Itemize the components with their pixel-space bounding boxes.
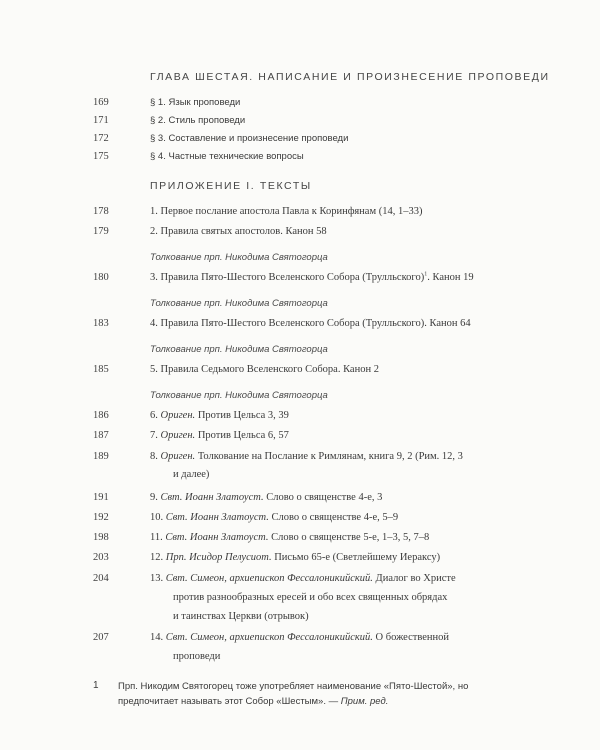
page-number: 180 bbox=[93, 272, 109, 283]
commentary-note: Толкование прп. Никодима Святогорца bbox=[150, 252, 328, 263]
footnote-editor-note: Прим. ред. bbox=[340, 696, 389, 707]
entry-number: 12. bbox=[150, 552, 166, 563]
entry-title: 1. Первое послание апостола Павла к Коринфянам (14, 1–33) bbox=[150, 206, 423, 217]
footnote-body: Прп. Никодим Святогорец тоже употребляет наименование «Пято-Шестой», но предпочитает называть этот Собор «Шестым». — bbox=[118, 681, 469, 707]
page-number: 192 bbox=[93, 512, 109, 523]
entry-author: Свт. Симеон, архиепископ Фессалоникийский. bbox=[165, 632, 373, 643]
entry-title-text: Против Цельса 6, 57 bbox=[195, 430, 289, 441]
entry-title: § 4. Частные технические вопросы bbox=[150, 151, 304, 162]
page-number: 172 bbox=[93, 133, 109, 144]
page-number: 207 bbox=[93, 632, 109, 643]
commentary-note: Толкование прп. Никодима Святогорца bbox=[150, 390, 328, 401]
entry-title-text: Письмо 65-е (Светлейшему Иераксу) bbox=[271, 552, 441, 563]
page-number: 179 bbox=[93, 226, 109, 237]
entry-author: Ориген. bbox=[160, 410, 196, 421]
entry-title-text: Слово о священстве 4-е, 5–9 bbox=[268, 512, 399, 523]
page-number: 169 bbox=[93, 97, 109, 108]
entry-author: Прп. Исидор Пелусиот. bbox=[165, 552, 272, 563]
footnote-ref[interactable]: 1 bbox=[424, 271, 428, 278]
page-number: 183 bbox=[93, 318, 109, 329]
entry-title-text: Диалог во Христе bbox=[372, 573, 456, 584]
entry-title: § 2. Стиль проповеди bbox=[150, 115, 246, 126]
entry-title bbox=[150, 573, 456, 584]
chapter-heading: ГЛАВА ШЕСТАЯ. НАПИСАНИЕ И ПРОИЗНЕСЕНИЕ ПРОПОВЕДИ bbox=[150, 71, 550, 83]
entry-title: § 1. Язык проповеди bbox=[150, 97, 241, 108]
entry-title bbox=[150, 552, 440, 563]
entry-title-text: Слово о священстве 5-е, 1–3, 5, 7–8 bbox=[268, 532, 430, 543]
entry-continuation: против разнообразных ересей и обо всех священных обрядах bbox=[173, 592, 448, 603]
entry-title bbox=[150, 492, 382, 503]
page-number: 185 bbox=[93, 364, 109, 375]
entry-number: 7. bbox=[150, 430, 161, 441]
appendix-heading: ПРИЛОЖЕНИЕ I. ТЕКСТЫ bbox=[150, 180, 312, 192]
entry-title: 4. Правила Пято-Шестого Вселенского Собора (Трулльского). Канон 64 bbox=[150, 318, 471, 329]
commentary-note: Толкование прп. Никодима Святогорца bbox=[150, 344, 328, 355]
entry-title bbox=[150, 512, 398, 523]
entry-number: 13. bbox=[150, 573, 166, 584]
entry-title-text: 3. Правила Пято-Шестого Вселенского Собора (Трулльского) bbox=[150, 272, 425, 283]
entry-title-text: Толкование на Послание к Римлянам, книга 9, 2 (Рим. 12, 3 bbox=[195, 451, 463, 462]
page-number: 175 bbox=[93, 151, 109, 162]
footnote-number: 1 bbox=[93, 680, 99, 691]
entry-title bbox=[150, 532, 429, 543]
entry-title: § 3. Составление и произнесение проповеди bbox=[150, 133, 349, 144]
entry-title bbox=[150, 410, 289, 421]
entry-title bbox=[150, 632, 449, 643]
entry-number: 10. bbox=[150, 512, 166, 523]
entry-title bbox=[150, 451, 463, 462]
entry-title-text: О божественной bbox=[372, 632, 450, 643]
entry-title-text: Против Цельса 3, 39 bbox=[195, 410, 289, 421]
entry-author: Ориген. bbox=[160, 451, 196, 462]
entry-author: Свт. Иоанн Златоуст. bbox=[160, 492, 264, 503]
entry-continuation: и далее) bbox=[173, 469, 210, 480]
entry-title bbox=[150, 272, 474, 283]
entry-number: 6. bbox=[150, 410, 161, 421]
entry-author: Свт. Иоанн Златоуст. bbox=[165, 512, 269, 523]
page-number: 198 bbox=[93, 532, 109, 543]
entry-author: Ориген. bbox=[160, 430, 196, 441]
entry-continuation: и таинствах Церкви (отрывок) bbox=[173, 611, 309, 622]
entry-title bbox=[150, 430, 289, 441]
page-number: 191 bbox=[93, 492, 109, 503]
page-number: 178 bbox=[93, 206, 109, 217]
entry-number: 9. bbox=[150, 492, 161, 503]
page-number: 189 bbox=[93, 451, 109, 462]
entry-title: 5. Правила Седьмого Вселенского Собора. Канон 2 bbox=[150, 364, 379, 375]
page-number: 171 bbox=[93, 115, 109, 126]
entry-number: 14. bbox=[150, 632, 166, 643]
entry-author: Свт. Иоанн Златоуст. bbox=[165, 532, 269, 543]
footnote-text bbox=[118, 679, 498, 709]
page-number: 204 bbox=[93, 573, 109, 584]
entry-title: 2. Правила святых апостолов. Канон 58 bbox=[150, 226, 327, 237]
page-number: 186 bbox=[93, 410, 109, 421]
page-number: 187 bbox=[93, 430, 109, 441]
entry-title-suffix: . Канон 19 bbox=[427, 272, 474, 283]
commentary-note: Толкование прп. Никодима Святогорца bbox=[150, 298, 328, 309]
entry-continuation: проповеди bbox=[173, 651, 221, 662]
entry-author: Свт. Симеон, архиепископ Фессалоникийский. bbox=[165, 573, 373, 584]
entry-number: 11. bbox=[150, 532, 166, 543]
page-number: 203 bbox=[93, 552, 109, 563]
entry-title-text: Слово о священстве 4-е, 3 bbox=[263, 492, 383, 503]
entry-number: 8. bbox=[150, 451, 161, 462]
